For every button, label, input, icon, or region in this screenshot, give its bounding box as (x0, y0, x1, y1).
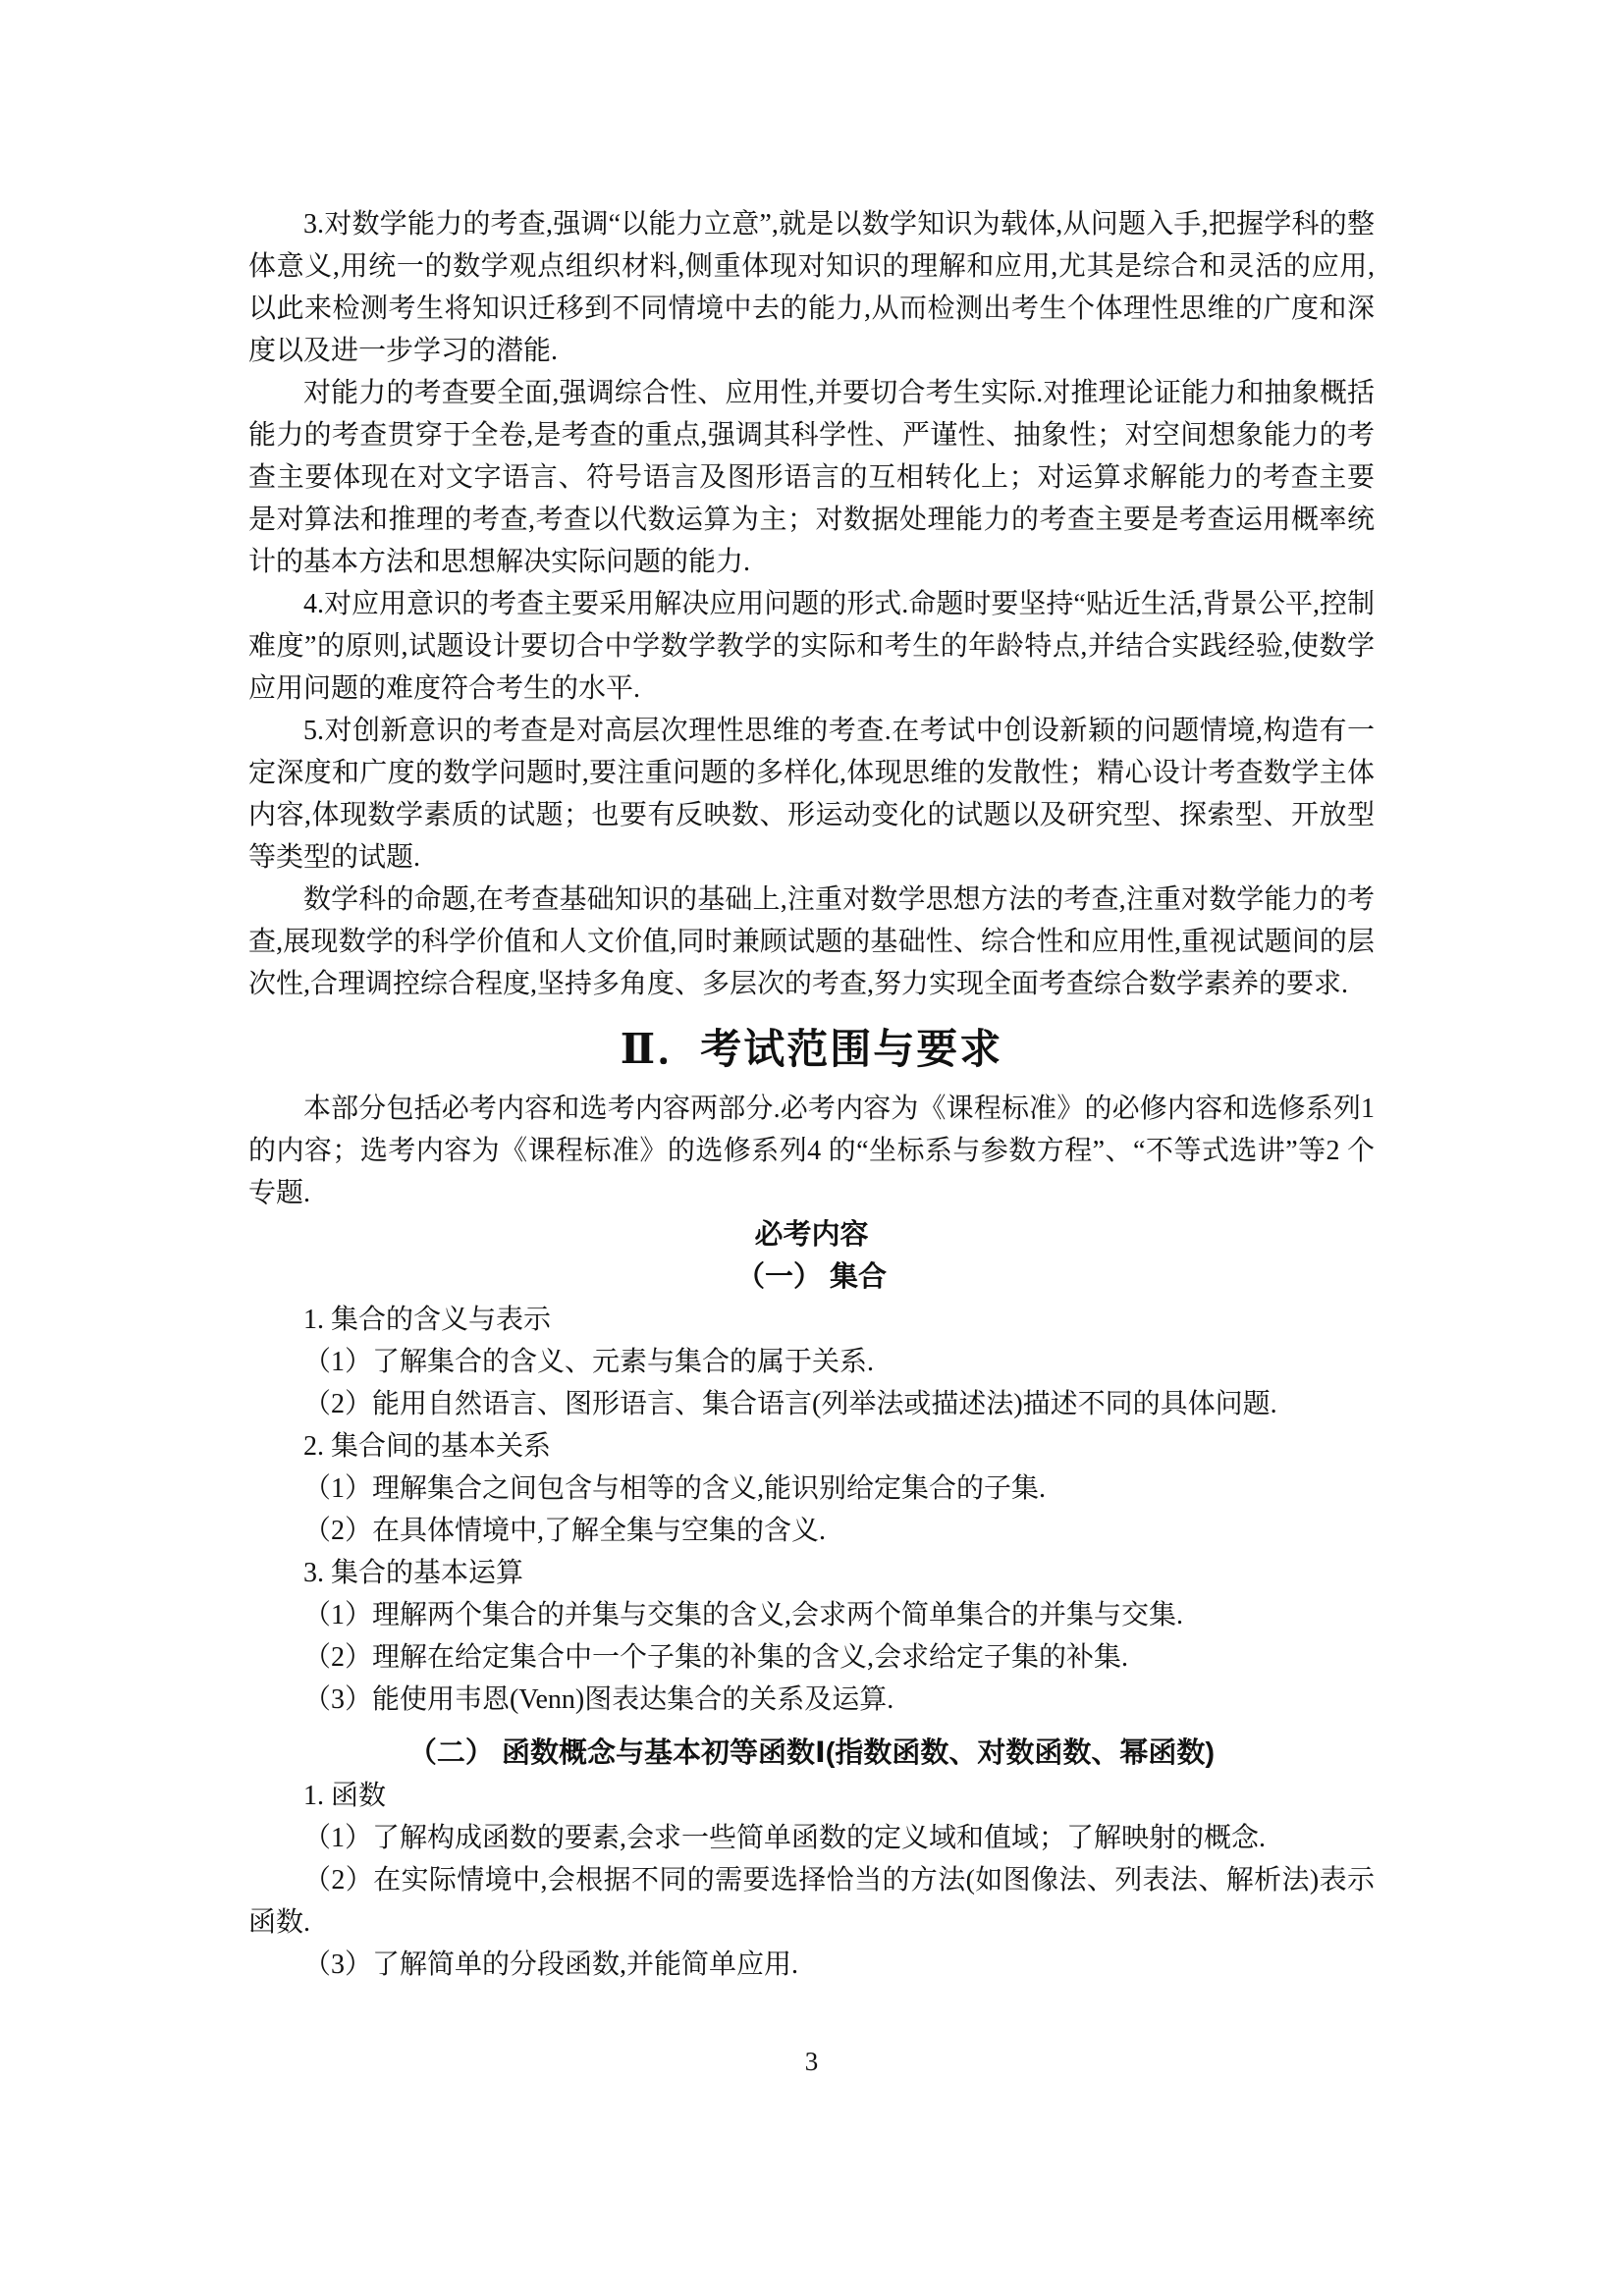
section-2-title: Ⅱ．考试范围与要求 (620, 1028, 1003, 1073)
subsection-1-heading: （一） 集合 (735, 1261, 888, 1293)
syllabus-item-sets-3: 3. 集合的基本运算 (303, 1558, 524, 1588)
syllabus-item-func-1: 1. 函数 (303, 1781, 387, 1811)
syllabus-item-sets-3-1: （1）理解两个集合的并集与交集的含义,会求两个简单集合的并集与交集. (303, 1600, 1184, 1630)
syllabus-item-sets-3-2: （2）理解在给定集合中一个子集的补集的含义,会求给定子集的补集. (303, 1642, 1129, 1673)
intro-paragraph-3: 3.对数学能力的考查,强调“以能力立意”,就是以数学知识为载体,从问题入手,把握学科的整体意义,用统一的数学观点组织材料,侧重体现对知识的理解和应用,尤其是综合和灵活的应用,以此来检测考生将知识迁移到不同情境中去的能力,从而检测出考生个体理性思维的广度和深度以及进一步学习的潜能. (248, 209, 1375, 366)
section-2-intro: 本部分包括必考内容和选考内容两部分.必考内容为《课程标准》的必修内容和选修系列1 的内容；选考内容为《课程标准》的选修系列4 的“坐标系与参数方程”、“不等式选讲”等2 个专题. (248, 1094, 1375, 1208)
page-number: 3 (804, 2047, 819, 2076)
syllabus-item-func-1-3: （3）了解简单的分段函数,并能简单应用. (303, 1949, 799, 1980)
syllabus-item-func-1-1: （1）了解构成函数的要素,会求一些简单函数的定义域和值域；了解映射的概念. (303, 1823, 1267, 1853)
syllabus-item-sets-2-2: （2）在具体情境中,了解全集与空集的含义. (303, 1516, 827, 1546)
syllabus-item-sets-1-1: （1）了解集合的含义、元素与集合的属于关系. (303, 1347, 875, 1377)
document-page (248, 0, 1375, 2083)
intro-paragraph-4: 4.对应用意识的考查主要采用解决应用问题的形式.命题时要坚持“贴近生活,背景公平,控制难度”的原则,试题设计要切合中学数学教学的实际和考生的年龄特点,并结合实践经验,使数学应用问题的难度符合考生的水平. (248, 589, 1375, 704)
required-content-heading: 必考内容 (754, 1219, 869, 1251)
intro-paragraph-5: 5.对创新意识的考查是对高层次理性思维的考查.在考试中创设新颖的问题情境,构造有一定深度和广度的数学问题时,要注重问题的多样化,体现思维的发散性；精心设计考查数学主体内容,体现数学素质的试题；也要有反映数、形运动变化的试题以及研究型、探索型、开放型等类型的试题. (248, 716, 1375, 873)
syllabus-item-sets-1: 1. 集合的含义与表示 (303, 1305, 552, 1335)
syllabus-item-sets-2: 2. 集合间的基本关系 (303, 1431, 552, 1462)
syllabus-item-sets-2-1: （1）理解集合之间包含与相等的含义,能识别给定集合的子集. (303, 1473, 1047, 1504)
syllabus-item-sets-3-3: （3）能使用韦恩(Venn)图表达集合的关系及运算. (303, 1684, 894, 1715)
subsection-2-heading: （二） 函数概念与基本初等函数Ⅰ(指数函数、对数函数、幂函数) (407, 1737, 1216, 1769)
intro-paragraph-ability: 对能力的考查要全面,强调综合性、应用性,并要切合考生实际.对推理论证能力和抽象概括能力的考查贯穿于全卷,是考查的重点,强调其科学性、严谨性、抽象性；对空间想象能力的考查主要体现在对文字语言、符号语言及图形语言的互相转化上；对运算求解能力的考查主要是对算法和推理的考查,考查以代数运算为主；对数据处理能力的考查主要是考查运用概率统计的基本方法和思想解决实际问题的能力. (248, 378, 1375, 577)
syllabus-item-sets-1-2: （2）能用自然语言、图形语言、集合语言(列举法或描述法)描述不同的具体问题. (303, 1389, 1277, 1419)
syllabus-item-func-1-2: （2）在实际情境中,会根据不同的需要选择恰当的方法(如图像法、列表法、解析法)表示函数. (248, 1865, 1375, 1938)
intro-paragraph-summary: 数学科的命题,在考查基础知识的基础上,注重对数学思想方法的考查,注重对数学能力的考查,展现数学的科学价值和人文价值,同时兼顾试题的基础性、综合性和应用性,重视试题间的层次性,合理调控综合程度,坚持多角度、多层次的考查,努力实现全面考查综合数学素养的要求. (248, 884, 1375, 999)
